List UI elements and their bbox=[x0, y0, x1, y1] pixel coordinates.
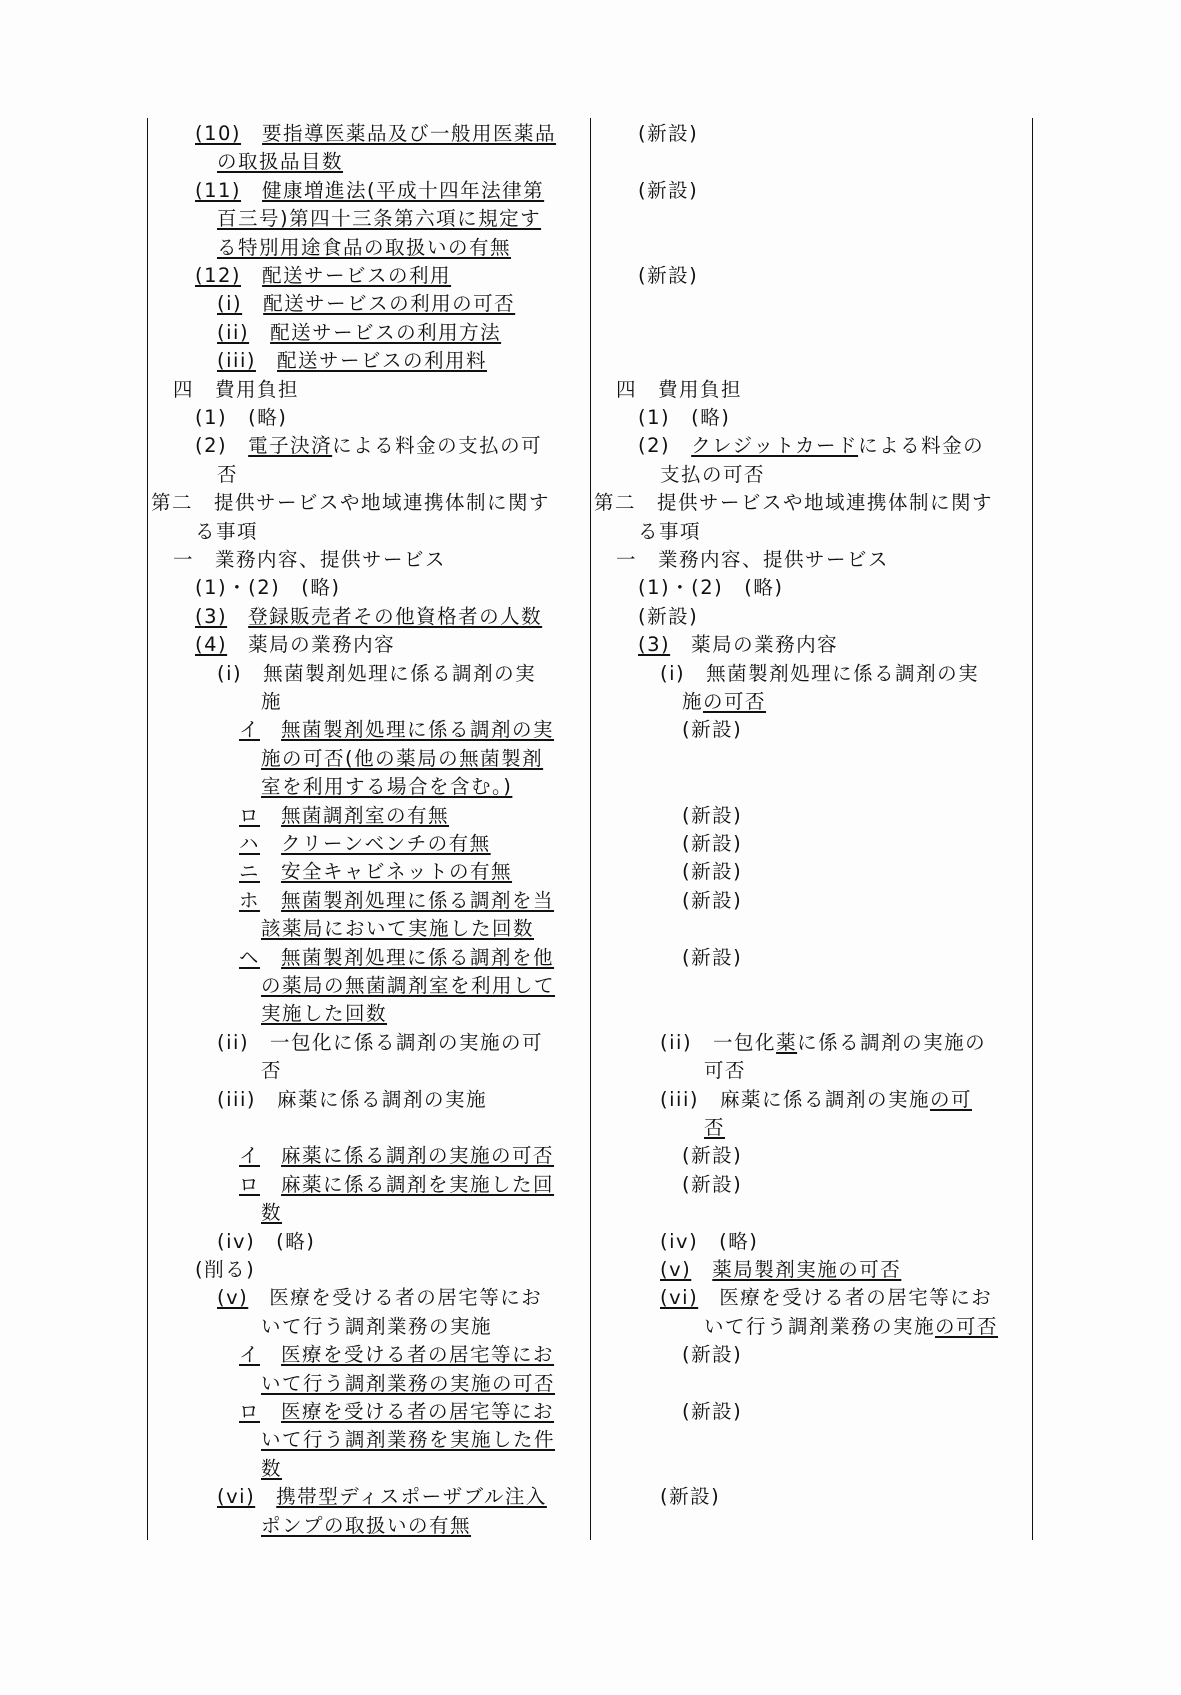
amended-text: ホ bbox=[239, 888, 261, 912]
text-segment: による料金の支払の可 bbox=[332, 434, 543, 458]
text-line bbox=[261, 688, 282, 716]
text-line bbox=[638, 432, 984, 460]
amended-text: 室を利用する場合を含む。) bbox=[261, 775, 513, 799]
text-segment bbox=[260, 804, 281, 827]
text-line bbox=[217, 148, 343, 176]
text-segment: (新設) bbox=[638, 264, 699, 287]
text-line bbox=[261, 1057, 282, 1085]
text-segment: る事項 bbox=[195, 519, 259, 543]
text-line bbox=[638, 574, 783, 602]
amended-text: (3) bbox=[638, 633, 671, 657]
text-line bbox=[173, 376, 299, 404]
text-segment: (削る) bbox=[195, 1258, 256, 1281]
text-segment: いて行う調剤業務の実施 bbox=[704, 1314, 936, 1338]
text-line bbox=[217, 1483, 547, 1511]
text-segment bbox=[260, 1400, 281, 1423]
amended-text: 電子決済 bbox=[248, 434, 333, 458]
text-line bbox=[239, 887, 554, 915]
text-line bbox=[261, 1512, 471, 1540]
text-segment: 可否 bbox=[704, 1059, 747, 1083]
text-segment: (1)・(2) (略) bbox=[638, 576, 784, 600]
text-line bbox=[704, 1057, 746, 1085]
text-line bbox=[217, 347, 487, 375]
text-line bbox=[682, 1398, 742, 1426]
amended-text: (v) bbox=[660, 1258, 692, 1281]
text-line bbox=[682, 830, 742, 858]
text-line bbox=[151, 489, 550, 517]
amended-text: クレジットカード bbox=[691, 434, 859, 458]
text-segment: 薬局の業務内容 bbox=[227, 633, 396, 657]
amended-text: 麻薬に係る調剤の実施の可否 bbox=[281, 1144, 555, 1168]
text-line bbox=[217, 660, 536, 688]
text-line bbox=[261, 745, 543, 773]
text-line bbox=[195, 432, 542, 460]
text-segment: (新設) bbox=[638, 178, 699, 202]
amended-text: ハ bbox=[239, 832, 261, 855]
amended-text: (vi) bbox=[660, 1286, 699, 1310]
text-segment: (iii) 麻薬に係る調剤の実施 bbox=[660, 1087, 930, 1111]
amended-text: 医療を受ける者の居宅等にお bbox=[281, 1343, 555, 1367]
amended-text: る特別用途食品の取扱いの有無 bbox=[217, 235, 512, 259]
amended-text: (vi) bbox=[217, 1485, 256, 1509]
text-segment: (新設) bbox=[682, 1144, 743, 1168]
text-segment: 四 費用負担 bbox=[616, 377, 743, 401]
text-line bbox=[239, 830, 491, 858]
text-segment bbox=[260, 1343, 281, 1366]
text-segment: (iv) (略) bbox=[660, 1229, 759, 1253]
text-line bbox=[261, 1313, 492, 1341]
amended-text: (11) bbox=[195, 178, 242, 202]
text-line bbox=[239, 1142, 554, 1170]
text-line bbox=[616, 546, 889, 574]
text-segment: いて行う調剤業務の実施 bbox=[261, 1314, 493, 1338]
amended-text: (ii) bbox=[217, 320, 250, 344]
amended-text: いて行う調剤業務の実施の可否 bbox=[261, 1371, 556, 1395]
amended-text: ロ bbox=[239, 1400, 261, 1423]
text-line bbox=[660, 1256, 901, 1284]
text-segment: (新設) bbox=[682, 945, 743, 969]
text-segment: (1) (略) bbox=[638, 406, 731, 429]
text-line bbox=[195, 574, 340, 602]
text-line bbox=[239, 1398, 554, 1426]
amended-text: いて行う調剤業務を実施した件 bbox=[261, 1428, 556, 1452]
amended-text: 百三号)第四十三条第六項に規定す bbox=[217, 207, 542, 231]
text-segment: (新設) bbox=[682, 718, 743, 742]
text-line bbox=[217, 461, 238, 489]
text-segment: (ii) 一包化 bbox=[660, 1030, 777, 1054]
text-segment: 施 bbox=[682, 690, 704, 713]
amended-text: 要指導医薬品及び一般用医薬品 bbox=[262, 122, 557, 145]
text-line bbox=[195, 120, 556, 148]
text-line bbox=[660, 1228, 758, 1256]
text-segment bbox=[227, 605, 248, 628]
amended-text: (4) bbox=[195, 633, 228, 657]
text-line bbox=[217, 1029, 543, 1057]
text-segment bbox=[260, 889, 281, 912]
text-line bbox=[261, 1199, 282, 1227]
text-line bbox=[682, 1341, 742, 1369]
text-line bbox=[638, 631, 838, 659]
amended-text: ロ bbox=[239, 803, 261, 827]
text-line bbox=[261, 1455, 282, 1483]
amended-text: 実施した回数 bbox=[261, 1002, 388, 1026]
amended-text: 配送サービスの利用料 bbox=[276, 349, 487, 373]
text-line bbox=[638, 603, 698, 631]
text-line bbox=[638, 177, 698, 205]
text-segment: による料金の bbox=[858, 434, 985, 458]
amended-text: 無菌製剤処理に係る調剤を当 bbox=[281, 888, 555, 912]
text-line bbox=[682, 944, 742, 972]
text-segment: 否 bbox=[217, 462, 239, 486]
text-segment: (新設) bbox=[638, 122, 699, 145]
text-segment: (新設) bbox=[682, 803, 743, 827]
text-line bbox=[704, 1114, 725, 1142]
text-segment: 四 費用負担 bbox=[173, 377, 300, 401]
amended-text: ポンプの取扱いの有無 bbox=[261, 1513, 472, 1537]
text-segment: (iv) (略) bbox=[217, 1229, 316, 1253]
text-segment: (新設) bbox=[638, 604, 699, 628]
text-line bbox=[660, 1483, 720, 1511]
text-line bbox=[217, 1228, 315, 1256]
text-line bbox=[173, 546, 446, 574]
text-line bbox=[261, 1426, 555, 1454]
amended-text: 無菌製剤処理に係る調剤の実 bbox=[281, 718, 555, 742]
amended-text: 数 bbox=[261, 1201, 283, 1225]
text-segment: 否 bbox=[261, 1059, 283, 1083]
text-segment: (新設) bbox=[682, 860, 743, 884]
text-line bbox=[682, 1142, 742, 1170]
text-line bbox=[217, 1284, 542, 1312]
text-line bbox=[704, 1313, 998, 1341]
amended-text: ニ bbox=[239, 860, 261, 884]
amended-text: 配送サービスの利用方法 bbox=[270, 320, 502, 344]
text-line bbox=[217, 205, 541, 233]
text-line bbox=[682, 802, 742, 830]
text-line bbox=[217, 319, 501, 347]
text-line bbox=[594, 489, 993, 517]
amended-text: の薬局の無菌調剤室を利用して bbox=[261, 974, 556, 997]
text-segment bbox=[242, 292, 263, 315]
text-line bbox=[195, 404, 287, 432]
text-segment bbox=[260, 946, 281, 969]
text-line bbox=[261, 1000, 387, 1028]
text-line bbox=[195, 603, 542, 631]
amended-text: 医療を受ける者の居宅等にお bbox=[281, 1400, 555, 1423]
text-line bbox=[195, 518, 258, 546]
amended-text: 配送サービスの利用 bbox=[262, 264, 452, 287]
text-line bbox=[638, 120, 698, 148]
text-line bbox=[682, 1171, 742, 1199]
text-line bbox=[195, 262, 451, 290]
text-line bbox=[660, 1284, 992, 1312]
text-segment: (iii) 麻薬に係る調剤の実施 bbox=[217, 1087, 487, 1111]
text-segment: (新設) bbox=[682, 1400, 743, 1423]
text-line bbox=[682, 716, 742, 744]
text-segment bbox=[260, 1173, 281, 1196]
text-segment bbox=[691, 1258, 712, 1281]
text-segment bbox=[260, 1144, 281, 1167]
text-line bbox=[261, 773, 512, 801]
text-line bbox=[682, 887, 742, 915]
text-line bbox=[660, 660, 979, 688]
text-line bbox=[239, 1341, 554, 1369]
text-line bbox=[217, 234, 511, 262]
amended-text: イ bbox=[239, 718, 261, 742]
amended-text: 安全キャビネットの有無 bbox=[281, 860, 513, 884]
amended-text: (v) bbox=[217, 1286, 249, 1310]
amended-text: (iii) bbox=[217, 349, 256, 373]
amended-text: 携帯型ディスポーザブル注入 bbox=[276, 1485, 547, 1509]
revised-text-column bbox=[147, 118, 590, 1540]
text-line bbox=[239, 858, 512, 886]
text-segment: (i) 無菌製剤処理に係る調剤の実 bbox=[217, 661, 537, 685]
text-segment: 医療を受ける者の居宅等にお bbox=[248, 1286, 543, 1310]
current-text-column bbox=[590, 118, 1033, 1540]
amended-text: 配送サービスの利用の可否 bbox=[263, 292, 516, 316]
amended-text: の取扱品目数 bbox=[217, 150, 344, 174]
text-segment: (i) 無菌製剤処理に係る調剤の実 bbox=[660, 661, 980, 685]
text-segment: (新設) bbox=[682, 888, 743, 912]
text-line bbox=[616, 376, 742, 404]
text-segment bbox=[260, 718, 281, 741]
text-segment: (2) bbox=[195, 434, 249, 458]
amended-text: イ bbox=[239, 1343, 261, 1367]
text-segment: (2) bbox=[638, 434, 692, 458]
text-line bbox=[660, 461, 765, 489]
text-segment: 一 業務内容、提供サービス bbox=[173, 548, 447, 571]
text-segment: る事項 bbox=[638, 519, 702, 543]
amended-text: 麻薬に係る調剤を実施した回 bbox=[281, 1172, 555, 1196]
amended-text: (10) bbox=[195, 122, 242, 145]
text-line bbox=[239, 716, 554, 744]
text-line bbox=[638, 262, 698, 290]
amended-text: 無菌製剤処理に係る調剤を他 bbox=[281, 945, 555, 969]
text-segment bbox=[260, 860, 281, 883]
text-segment: (新設) bbox=[682, 1172, 743, 1196]
text-segment bbox=[241, 122, 262, 145]
amended-text: イ bbox=[239, 1144, 261, 1168]
text-line bbox=[239, 1171, 554, 1199]
amended-text: 施の可否(他の薬局の無菌製剤 bbox=[261, 746, 544, 770]
text-segment: (新設) bbox=[660, 1485, 721, 1509]
amended-text: (12) bbox=[195, 264, 242, 287]
amended-text: の可否 bbox=[935, 1314, 999, 1338]
text-segment: (1)・(2) (略) bbox=[195, 576, 341, 600]
amended-text: の可否 bbox=[703, 690, 767, 713]
text-line bbox=[682, 688, 766, 716]
text-line bbox=[239, 944, 554, 972]
text-line bbox=[638, 404, 730, 432]
amended-text: 登録販売者その他資格者の人数 bbox=[248, 604, 543, 628]
text-segment: 薬局の業務内容 bbox=[670, 633, 839, 657]
amended-text: 薬 bbox=[776, 1030, 798, 1054]
text-line bbox=[660, 1029, 986, 1057]
text-line bbox=[217, 290, 515, 318]
amended-text: 該薬局において実施した回数 bbox=[261, 917, 535, 941]
amended-text: 薬局製剤実施の可否 bbox=[712, 1258, 902, 1281]
text-line bbox=[660, 1086, 972, 1114]
text-segment bbox=[241, 179, 262, 202]
text-segment: (ii) 一包化に係る調剤の実施の可 bbox=[217, 1030, 544, 1054]
amended-text: 数 bbox=[261, 1456, 283, 1480]
amended-text: 否 bbox=[704, 1116, 726, 1139]
text-segment bbox=[255, 1485, 276, 1508]
text-segment: 第二 提供サービスや地域連携体制に関す bbox=[151, 491, 551, 515]
amended-text: クリーンベンチの有無 bbox=[281, 832, 491, 855]
text-line bbox=[195, 1256, 255, 1284]
text-line bbox=[682, 858, 742, 886]
amended-text: の可 bbox=[929, 1087, 972, 1111]
text-segment: (新設) bbox=[682, 832, 743, 855]
amended-text: (i) bbox=[217, 292, 243, 316]
text-segment bbox=[241, 264, 262, 287]
text-segment: 施 bbox=[261, 690, 283, 713]
amended-text: 無菌調剤室の有無 bbox=[281, 803, 450, 827]
amended-text: 健康増進法(平成十四年法律第 bbox=[262, 178, 545, 202]
text-segment bbox=[249, 321, 270, 344]
text-line bbox=[195, 177, 544, 205]
text-segment: (新設) bbox=[682, 1343, 743, 1367]
text-segment: 支払の可否 bbox=[660, 462, 766, 486]
amended-text: (3) bbox=[195, 604, 228, 628]
amended-text: ロ bbox=[239, 1172, 261, 1196]
text-line bbox=[261, 972, 555, 1000]
text-segment: (1) (略) bbox=[195, 406, 288, 429]
text-segment: に係る調剤の実施の bbox=[797, 1030, 987, 1054]
amended-text: ヘ bbox=[239, 945, 261, 969]
text-line bbox=[638, 518, 701, 546]
text-line bbox=[195, 631, 395, 659]
text-segment: 第二 提供サービスや地域連携体制に関す bbox=[594, 491, 994, 515]
text-line bbox=[217, 1086, 487, 1114]
text-line bbox=[261, 1370, 555, 1398]
text-line bbox=[261, 915, 534, 943]
text-segment: 一 業務内容、提供サービス bbox=[616, 548, 890, 571]
text-segment: 医療を受ける者の居宅等にお bbox=[698, 1286, 993, 1310]
text-segment bbox=[260, 832, 281, 855]
text-segment bbox=[256, 349, 277, 372]
comparison-table bbox=[147, 118, 1033, 1540]
text-line bbox=[239, 802, 449, 830]
